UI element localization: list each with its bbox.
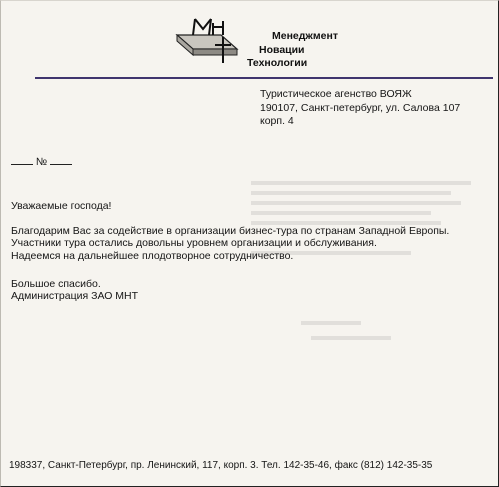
number-sign: № [35, 156, 48, 168]
addressee-street: 190107, Санкт-петербург, ул. Салова 107 [260, 101, 461, 114]
addressee-building: корп. 4 [260, 115, 294, 127]
letter-paragraph-2: Участники тура остались довольны уровнем организации и обслуживания. [11, 237, 377, 249]
letterhead-line-technologies: Технологии [247, 57, 308, 69]
letter-paragraph-1: Благодарим Вас за содействие в организации бизнес-тура по странам Западной Европы. [11, 225, 450, 237]
addressee-block [260, 88, 460, 129]
letterhead-line-management: Менеджмент [272, 30, 338, 42]
letterhead-line-innovations: Новации [259, 44, 305, 56]
addressee-name: Туристическое агенство ВОЯЖ [260, 88, 412, 100]
letter-closing: Большое спасибо. [11, 278, 101, 290]
company-logo [175, 15, 241, 67]
letter-signature: Администрация ЗАО МНТ [11, 290, 139, 302]
letter-paragraph-3: Надеемся на дальнейшее плодотворное сотрудничество. [11, 250, 294, 262]
reference-blank-right [50, 154, 72, 165]
reference-blank-left [11, 154, 33, 165]
letterhead-rule [35, 77, 493, 79]
reference-number [11, 154, 72, 168]
footer-address: 198337, Санкт-Петербург, пр. Ленинский, 117, корп. 3. Тел. 142-35-46, факс (812) 142-35-35 [9, 460, 433, 471]
letter-greeting: Уважаемые господа! [11, 200, 112, 212]
